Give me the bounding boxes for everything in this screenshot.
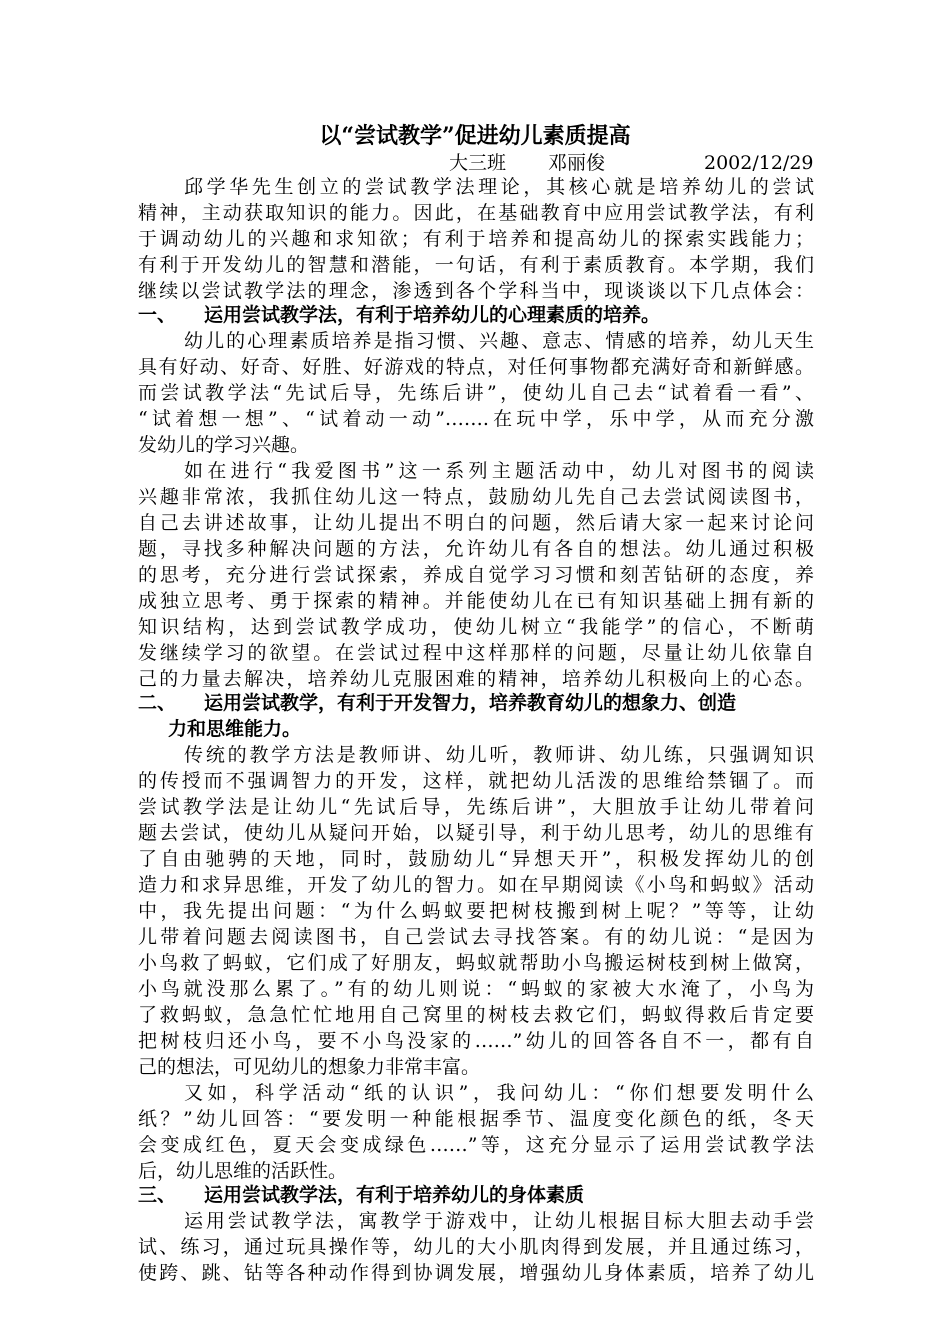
paragraph-line: 自己去讲述故事，让幼儿提出不明白的问题，然后请大家一起来讨论问 bbox=[138, 512, 814, 534]
paragraph-line: “试着想一想”、“试着动一动”…….在玩中学，乐中学，从而充分激 bbox=[138, 408, 814, 430]
byline-date: 2002/12/29 bbox=[704, 152, 814, 174]
paragraph-line: 使跨、跳、钻等各种动作得到协调发展，增强幼儿身体素质，培养了幼儿 bbox=[138, 1262, 814, 1284]
section-3-heading bbox=[138, 1182, 814, 1208]
paragraph-line: 有利于开发幼儿的智慧和潜能，一句话，有利于素质教育。本学期，我们 bbox=[138, 254, 814, 276]
section-2-title: 运用尝试教学，有利于开发智力，培养教育幼儿的想象力、创造 bbox=[204, 692, 737, 714]
paragraph-line: 了自由驰骋的天地，同时，鼓励幼儿“异想天开”，积极发挥幼儿的创 bbox=[138, 848, 814, 870]
paragraph-line: 的传授而不强调智力的开发，这样，就把幼儿活泼的思维给禁锢了。而 bbox=[138, 770, 814, 792]
byline-class: 大三班 bbox=[449, 152, 507, 174]
paragraph-line: 兴趣非常浓，我抓住幼儿这一特点，鼓励幼儿先自己去尝试阅读图书， bbox=[138, 486, 814, 508]
paragraph-line: 如在进行“我爱图书”这一系列主题活动中，幼儿对图书的阅读 bbox=[184, 460, 814, 482]
paragraph-line: 纸？”幼儿回答：“要发明一种能根据季节、温度变化颜色的纸，冬天 bbox=[138, 1108, 814, 1130]
paragraph-line: 具有好动、好奇、好胜、好游戏的特点，对任何事物都充满好奇和新鲜感。 bbox=[138, 356, 814, 378]
paragraph-line: 于调动幼儿的兴趣和求知欲；有利于培养和提高幼儿的探索实践能力； bbox=[138, 228, 814, 250]
paragraph-line: 发继续学习的欲望。在尝试过程中这样那样的问题，尽量让幼儿依靠自 bbox=[138, 642, 814, 664]
paragraph-line: 把树枝归还小鸟，要不小鸟没家的……”幼儿的回答各自不一，都有自 bbox=[138, 1030, 814, 1052]
paragraph-line: 运用尝试教学法，寓教学于游戏中，让幼儿根据目标大胆去动手尝 bbox=[184, 1210, 814, 1232]
section-2-title-continued: 力和思维能力。 bbox=[168, 718, 302, 740]
paragraph-line: 发幼儿的学习兴趣。 bbox=[138, 434, 310, 456]
section-2-heading bbox=[138, 690, 814, 716]
section-3-title: 运用尝试教学法，有利于培养幼儿的身体素质 bbox=[204, 1184, 585, 1206]
byline-author: 邓丽俊 bbox=[548, 152, 606, 174]
paragraph-line: 己的力量去解决，培养幼儿克服困难的精神，培养幼儿积极向上的心态。 bbox=[138, 668, 814, 690]
section-2-number: 二、 bbox=[138, 692, 177, 714]
paragraph-line: 的思考，充分进行尝试探索，养成自觉学习习惯和刻苦钻研的态度，养 bbox=[138, 564, 814, 586]
paragraph-line: 试、练习，通过玩具操作等，幼儿的大小肌肉得到发展，并且通过练习， bbox=[138, 1236, 814, 1258]
paragraph-line: 造力和求异思维，开发了幼儿的智力。如在早期阅读《小鸟和蚂蚁》活动 bbox=[138, 874, 814, 896]
paragraph-line: 会变成红色，夏天会变成绿色……”等，这充分显示了运用尝试教学法 bbox=[138, 1134, 814, 1156]
paragraph-line: 精神，主动获取知识的能力。因此，在基础教育中应用尝试教学法，有利 bbox=[138, 202, 814, 224]
document-title: 以“尝试教学”促进幼儿素质提高 bbox=[319, 123, 631, 149]
paragraph-line: 知识结构，达到尝试教学成功，使幼儿树立“我能学”的信心，不断萌 bbox=[138, 616, 814, 638]
paragraph-line: 幼儿的心理素质培养是指习惯、兴趣、意志、情感的培养，幼儿天生 bbox=[184, 330, 814, 352]
paragraph-line: 继续以尝试教学法的理念，渗透到各个学科当中，现谈谈以下几点体会： bbox=[138, 280, 814, 302]
paragraph-line: 中，我先提出问题：“为什么蚂蚁要把树枝搬到树上呢？”等等，让幼 bbox=[138, 900, 814, 922]
paragraph-line: 又如，科学活动“纸的认识”，我问幼儿：“你们想要发明什么 bbox=[184, 1082, 814, 1104]
paragraph-line: 了救蚂蚁，急急忙忙地用自己窝里的树枝去救它们，蚂蚁得救后肯定要 bbox=[138, 1004, 814, 1026]
paragraph-line: 儿带着问题去阅读图书，自己尝试去寻找答案。有的幼儿说：“是因为 bbox=[138, 926, 814, 948]
paragraph-line: 小鸟救了蚂蚁，它们成了好朋友，蚂蚁就帮助小鸟搬运树枝到树上做窝， bbox=[138, 952, 814, 974]
paragraph-line: 传统的教学方法是教师讲、幼儿听，教师讲、幼儿练，只强调知识 bbox=[184, 744, 814, 766]
section-1-number: 一、 bbox=[138, 304, 177, 326]
paragraph-line: 尝试教学法是让幼儿“先试后导，先练后讲”，大胆放手让幼儿带着问 bbox=[138, 796, 814, 818]
paragraph-line: 小鸟就没那么累了。”有的幼儿则说：“蚂蚁的家被大水淹了，小鸟为 bbox=[138, 978, 814, 1000]
section-1-heading bbox=[138, 302, 814, 328]
paragraph-line: 后，幼儿思维的活跃性。 bbox=[138, 1160, 348, 1182]
paragraph-line: 而尝试教学法“先试后导，先练后讲”，使幼儿自己去“试着看一看”、 bbox=[138, 382, 814, 404]
section-1-title: 运用尝试教学法，有利于培养幼儿的心理素质的培养。 bbox=[204, 304, 661, 326]
paragraph-line: 题去尝试，使幼儿从疑问开始，以疑引导，利于幼儿思考，幼儿的思维有 bbox=[138, 822, 814, 844]
paragraph-line: 己的想法，可见幼儿的想象力非常丰富。 bbox=[138, 1056, 481, 1078]
paragraph-line: 邱学华先生创立的尝试教学法理论，其核心就是培养幼儿的尝试 bbox=[184, 176, 814, 198]
section-3-number: 三、 bbox=[138, 1184, 177, 1206]
paragraph-line: 题，寻找多种解决问题的方法，允许幼儿有各自的想法。幼儿通过积极 bbox=[138, 538, 814, 560]
paragraph-line: 成独立思考、勇于探索的精神。并能使幼儿在已有知识基础上拥有新的 bbox=[138, 590, 814, 612]
